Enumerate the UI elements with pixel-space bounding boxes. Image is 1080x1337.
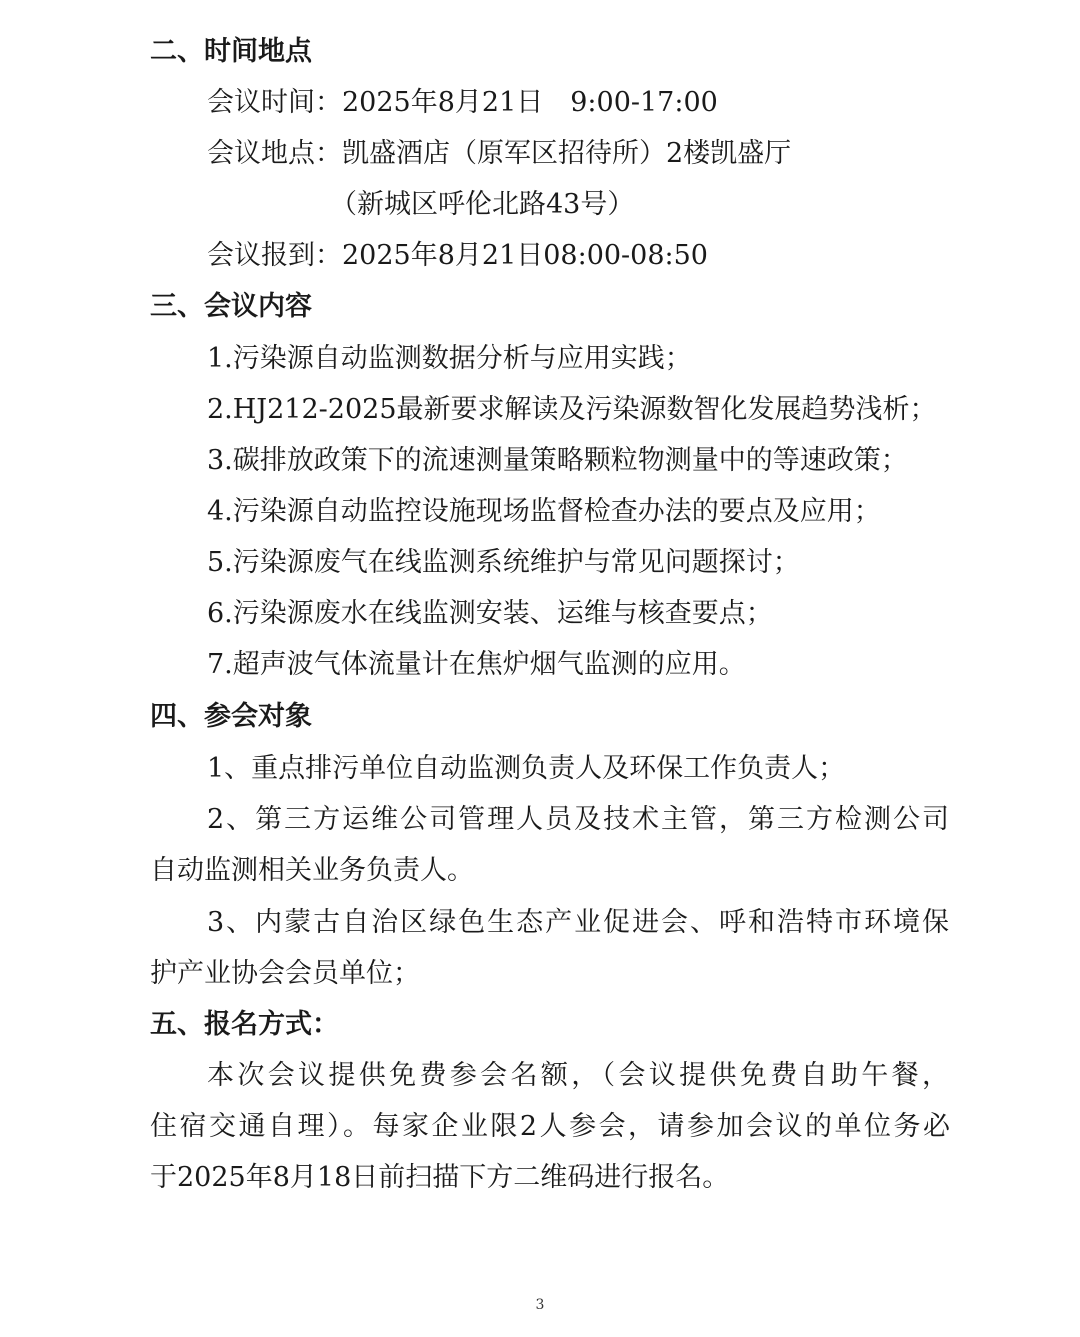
content-item: 7.超声波气体流量计在焦炉烟气监测的应用。 <box>207 649 746 680</box>
attendees-item-1: 1、重点排污单位自动监测负责人及环保工作负责人； <box>207 753 846 784</box>
content-item: 6.污染源废水在线监测安装、运维与核查要点； <box>207 598 773 629</box>
section-heading-attendees: 四、参会对象 <box>150 701 312 732</box>
section-heading-registration: 五、报名方式： <box>150 1009 339 1040</box>
meeting-check-in: 会议报到：2025年8月21日08:00-08:50 <box>207 240 708 271</box>
attendees-item-3-line-2: 护产业协会会员单位； <box>150 958 420 989</box>
content-item: 4.污染源自动监控设施现场监督检查办法的要点及应用； <box>207 496 881 527</box>
section-heading-content: 三、会议内容 <box>150 291 312 322</box>
attendees-item-2-line-2: 自动监测相关业务负责人。 <box>150 855 474 886</box>
attendees-item-2-line-1: 2、第三方运维公司管理人员及技术主管，第三方检测公司 <box>207 804 949 835</box>
meeting-time: 会议时间：2025年8月21日 9:00-17:00 <box>207 87 718 118</box>
content-item: 3.碳排放政策下的流速测量策略颗粒物测量中的等速政策； <box>207 445 908 476</box>
registration-line-1: 本次会议提供免费参会名额，（会议提供免费自助午餐， <box>207 1060 949 1091</box>
section-heading-time-place: 二、时间地点 <box>150 36 312 67</box>
content-item: 2.HJ212-2025最新要求解读及污染源数智化发展趋势浅析； <box>207 394 937 425</box>
content-item: 5.污染源废气在线监测系统维护与常见问题探讨； <box>207 547 800 578</box>
registration-line-2: 住宿交通自理）。每家企业限2人参会，请参加会议的单位务必 <box>150 1111 950 1142</box>
registration-line-3: 于2025年8月18日前扫描下方二维码进行报名。 <box>150 1162 730 1193</box>
meeting-place: 会议地点：凯盛酒店（原军区招待所）2楼凯盛厅 <box>207 138 792 169</box>
attendees-item-3-line-1: 3、内蒙古自治区绿色生态产业促进会、呼和浩特市环境保 <box>207 907 949 938</box>
content-item: 1.污染源自动监测数据分析与应用实践； <box>207 343 692 374</box>
meeting-address: （新城区呼伦北路43号） <box>330 189 635 220</box>
page-number: 3 <box>535 1297 545 1313</box>
